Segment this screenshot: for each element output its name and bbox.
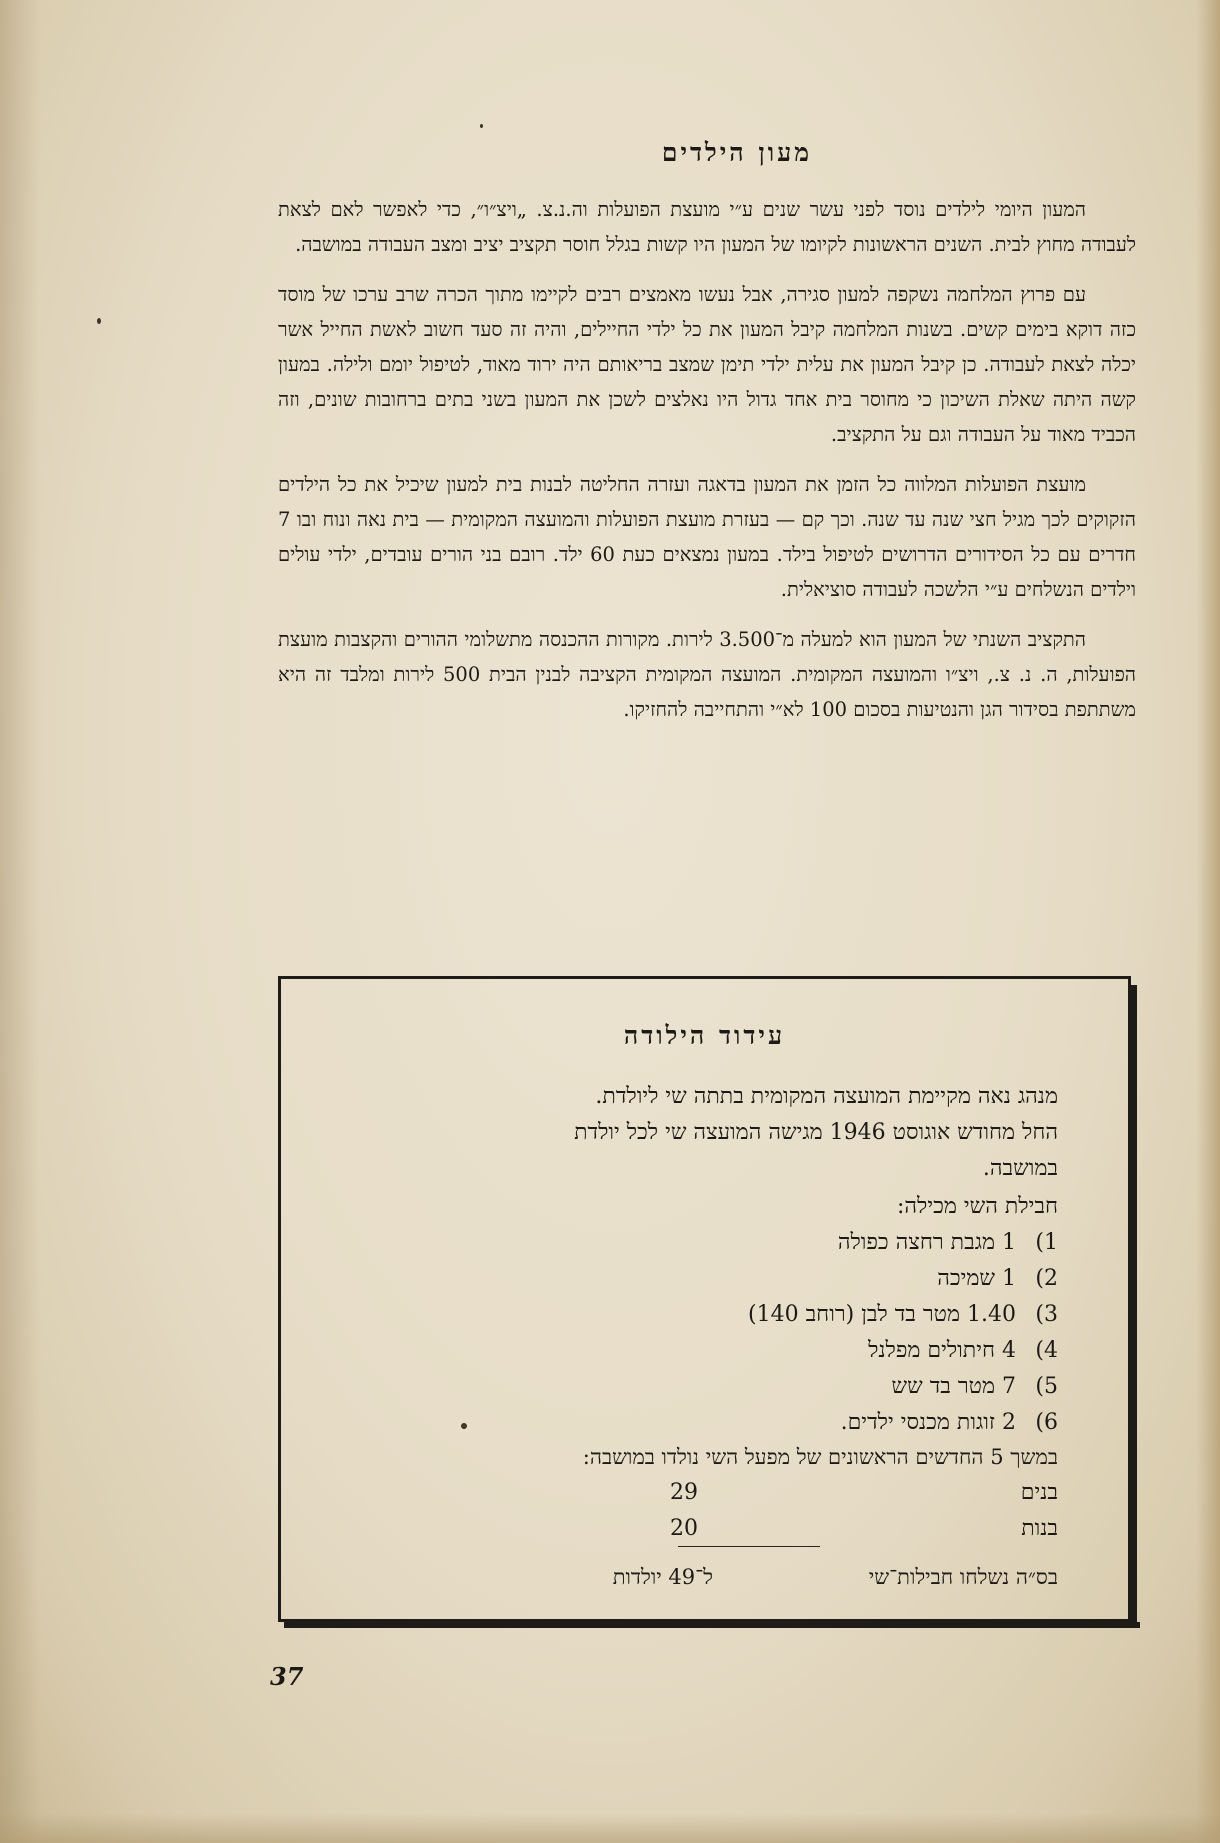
gift-item xyxy=(558,1261,1058,1297)
page-fold-shadow xyxy=(0,0,40,1843)
gift-item-text: 2 זוגות מכנסי ילדים. xyxy=(840,1410,1016,1435)
box-intro-line: במושבה. xyxy=(982,1156,1058,1181)
article-paragraph: עם פרוץ המלחמה נשקפה למעון סגירה, אבל נעשו מאמצים רבים לקיימו מתוך הכרה שרב ערכו של מוסד כזה דוקא בימים קשים. בשנות המלחמה קיבל המעון את כל ילדי החיילים, והיה זה סעד חשוב לאשת החייל אשר יכלה לצאת לעבודה. כן קיבל המעון את עלית ילדי תימן שמצב בריאותם היה ירוד מאוד, לטיפול יומם ולילה. במעון קשה היתה שאלת השיכון כי מחוסר בית אחד גדול היו נאלצים לשכן את המעון בשני בתים ברחובות שונים, וזה הכביד מאוד על העבודה וגם על התקציב. xyxy=(278,283,1136,446)
gift-item xyxy=(558,1225,1058,1261)
total-text: בס״ה נשלחו חבילות־שי xyxy=(868,1565,1058,1589)
article-section xyxy=(278,138,1136,742)
article-paragraph: המעון היומי לילדים נוסד לפני עשר שנים ע״י מועצת הפועלות וה.נ.צ. „ויצ״ו״, כדי לאפשר לאם לצאת לעבודה מחוץ לבית. השנים הראשונות לקיומו של המעון היו קשות בגלל חוסר תקציב יציב ומצב העבודה במושבה. xyxy=(278,198,1136,256)
box-title: עידוד הילודה xyxy=(623,1021,786,1050)
gift-item-number: 4) xyxy=(1035,1338,1058,1363)
gift-item-number: 1) xyxy=(1035,1230,1058,1255)
total-count: ל־49 יולדות xyxy=(612,1565,713,1589)
births-stats-heading: במשך 5 החדשים הראשונים של מפעל השי נולדו במושבה: xyxy=(582,1445,1058,1469)
birth-incentive-box xyxy=(278,976,1131,1622)
article-paragraph: מועצת הפועלות המלווה כל הזמן את המעון בדאגה ועזרה החליטה לבנות בית למעון שיכיל את כל הילדים הזקוקים לכך מגיל חצי שנה עד שנה. וכך קם — בעזרת מועצת הפועלות והמועצה המקומית — בית נאה ונוח ובו 7 חדרים עם כל הסידורים הדרושים לטיפול בילד. במעון נמצאים כעת 60 ילד. רובם בני הורים עובדים, ילדי עולים וילדים הנשלחים ע״י הלשכה לעבודה סוציאלית. xyxy=(278,473,1136,601)
gift-items-list xyxy=(558,1225,1058,1441)
gift-item xyxy=(558,1405,1058,1441)
births-stat-label: בנים xyxy=(1020,1480,1058,1505)
births-stat-value: 20 xyxy=(670,1516,698,1541)
gift-item-text: 7 מטר בד שש xyxy=(891,1374,1016,1399)
box-shadow xyxy=(284,1622,1140,1628)
gift-item-text: 1 שמיכה xyxy=(937,1266,1016,1291)
page-bottom-shading xyxy=(0,1813,1220,1843)
box-intro-line: החל מחודש אוגוסט 1946 מגישה המועצה שי לכל יולדת xyxy=(574,1120,1058,1145)
article-paragraph: התקציב השנתי של המעון הוא למעלה מ־3.500 לירות. מקורות ההכנסה מתשלומי ההורים והקצבות מועצת הפועלות, ה. נ. צ., ויצ״ו והמועצה המקומית. המועצה המקומית הקציבה לבנין הבית 500 לירות ומלבד זה היא משתתפת בסידור הגן והנטיעות בסכום 100 לא״י והתחייבה להחזיקו. xyxy=(278,628,1137,721)
gift-item xyxy=(558,1333,1058,1369)
page-edge-shading xyxy=(1196,0,1220,1843)
gift-item-text: 1 מגבת רחצה כפולה xyxy=(837,1230,1016,1255)
box-intro-line: מנהג נאה מקיימת המועצה המקומית בתתה שי ליולדת. xyxy=(595,1084,1058,1109)
gift-item-number: 3) xyxy=(1035,1302,1058,1327)
sum-divider xyxy=(678,1546,820,1547)
article-title: מעון הילדים xyxy=(661,138,813,167)
gift-item-number: 5) xyxy=(1035,1374,1058,1399)
page-number: 37 xyxy=(270,1662,304,1691)
gift-items-heading: חבילת השי מכילה: xyxy=(896,1194,1058,1219)
births-stat-row xyxy=(538,1511,1058,1547)
gift-item-number: 2) xyxy=(1035,1266,1058,1291)
gift-item xyxy=(558,1297,1058,1333)
gift-item-text: 1.40 מטר בד לבן (רוחב 140) xyxy=(747,1302,1016,1327)
births-stat-row xyxy=(538,1475,1058,1511)
box-intro xyxy=(358,1079,1058,1187)
births-stat-label: בנות xyxy=(1021,1516,1058,1541)
gift-item-number: 6) xyxy=(1035,1410,1058,1435)
gift-item xyxy=(558,1369,1058,1405)
paper-speck xyxy=(480,124,483,128)
gift-item-text: 4 חיתולים מפלנל xyxy=(868,1338,1016,1363)
births-stat-value: 29 xyxy=(670,1480,698,1505)
paper-speck xyxy=(97,318,101,324)
total-row xyxy=(358,1559,1058,1595)
